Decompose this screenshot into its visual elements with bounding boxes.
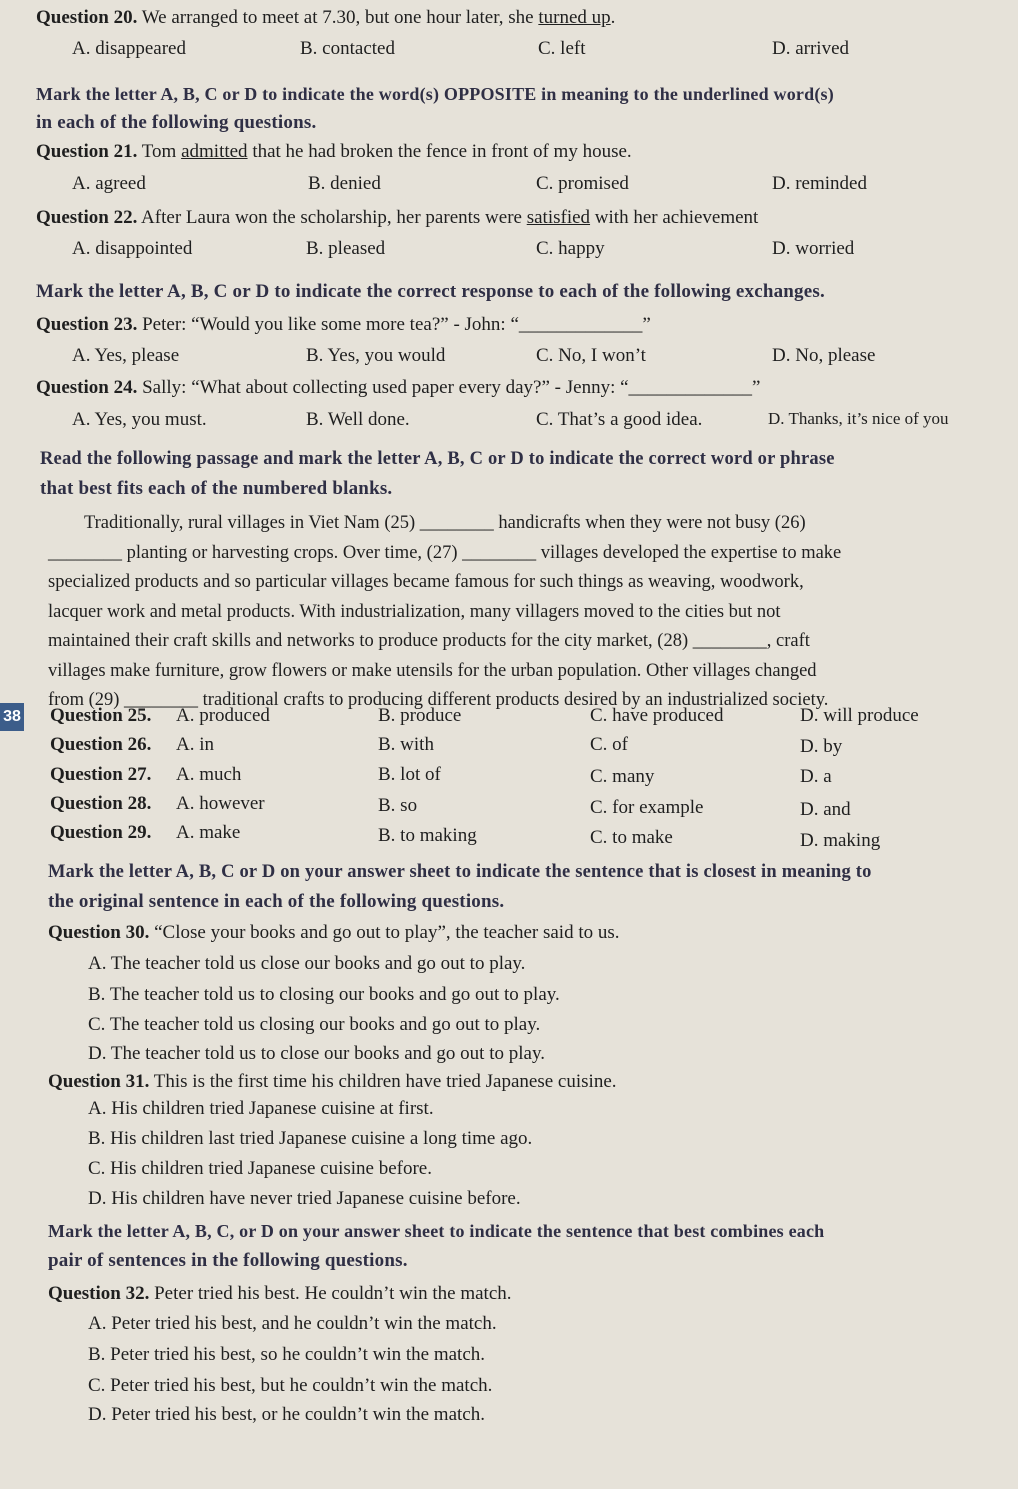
q29-option-b[interactable]: B. to making <box>378 825 477 846</box>
question-22: Question 22. After Laura won the scholarship, her parents were satisfied with her achievement <box>36 207 759 228</box>
instruction-opposite-line2: in each of the following questions. <box>36 112 317 133</box>
instruction-combine-line2: pair of sentences in the following questions. <box>48 1250 408 1271</box>
q32-option-a[interactable]: A. Peter tried his best, and he couldn’t win the match. <box>88 1313 497 1334</box>
q21-option-b[interactable]: B. denied <box>308 173 381 194</box>
q23-option-d[interactable]: D. No, please <box>772 345 876 366</box>
q23-option-c[interactable]: C. No, I won’t <box>536 345 646 366</box>
q29-option-a[interactable]: A. make <box>176 822 241 843</box>
question-32: Question 32. Peter tried his best. He couldn’t win the match. <box>48 1283 512 1304</box>
q20-option-b[interactable]: B. contacted <box>300 38 395 59</box>
q24-option-d[interactable]: D. Thanks, it’s nice of you <box>768 409 949 428</box>
question-23: Question 23. Peter: “Would you like some more tea?” - John: “_____________” <box>36 314 651 335</box>
question-24: Question 24. Sally: “What about collecting used paper every day?” - Jenny: “_____________” <box>36 377 761 398</box>
q30-option-c[interactable]: C. The teacher told us closing our books and go out to play. <box>88 1014 541 1035</box>
passage-line: ________ planting or harvesting crops. Over time, (27) ________ villages developed the expertise to make <box>48 542 842 563</box>
instruction-response: Mark the letter A, B, C or D to indicate the correct response to each of the following exchanges. <box>36 281 825 302</box>
q32-option-d[interactable]: D. Peter tried his best, or he couldn’t win the match. <box>88 1404 485 1425</box>
q31-option-a[interactable]: A. His children tried Japanese cuisine at first. <box>88 1098 434 1119</box>
question-31: Question 31. This is the first time his children have tried Japanese cuisine. <box>48 1071 617 1092</box>
question-26: Question 26. <box>50 734 152 755</box>
q26-option-d[interactable]: D. by <box>800 736 843 757</box>
instruction-passage-line1: Read the following passage and mark the letter A, B, C or D to indicate the correct word or phrase <box>40 449 835 469</box>
q25-option-c[interactable]: C. have produced <box>590 705 724 726</box>
q21-option-c[interactable]: C. promised <box>536 173 629 194</box>
instruction-opposite-line1: Mark the letter A, B, C or D to indicate the word(s) OPPOSITE in meaning to the underlined word(s) <box>36 84 834 104</box>
question-20: Question 20. We arranged to meet at 7.30, but one hour later, she turned up. <box>36 7 616 28</box>
instruction-passage-line2: that best fits each of the numbered blanks. <box>40 478 393 499</box>
q27-option-d[interactable]: D. a <box>800 766 832 787</box>
passage-line: villages make furniture, grow flowers or make utensils for the urban population. Other villages changed <box>48 660 817 681</box>
passage-line: specialized products and so particular villages became famous for such things as weaving, woodwork, <box>48 572 804 592</box>
q21-option-a[interactable]: A. agreed <box>72 173 146 194</box>
q28-option-a[interactable]: A. however <box>176 793 265 814</box>
q28-option-c[interactable]: C. for example <box>590 797 704 818</box>
q20-option-c[interactable]: C. left <box>538 38 586 59</box>
q31-option-d[interactable]: D. His children have never tried Japanese cuisine before. <box>88 1188 521 1209</box>
q26-option-a[interactable]: A. in <box>176 734 214 755</box>
q30-option-a[interactable]: A. The teacher told us close our books and go out to play. <box>88 953 526 974</box>
q27-option-a[interactable]: A. much <box>176 764 242 785</box>
q22-option-d[interactable]: D. worried <box>772 238 855 259</box>
page-number-badge: 38 <box>0 703 24 731</box>
q25-option-d[interactable]: D. will produce <box>800 705 919 726</box>
q27-option-b[interactable]: B. lot of <box>378 764 441 785</box>
q29-option-c[interactable]: C. to make <box>590 827 673 848</box>
q22-option-c[interactable]: C. happy <box>536 238 605 259</box>
question-29: Question 29. <box>50 822 152 843</box>
q32-option-b[interactable]: B. Peter tried his best, so he couldn’t win the match. <box>88 1344 485 1365</box>
question-28: Question 28. <box>50 793 152 814</box>
instruction-closest-line1: Mark the letter A, B, C or D on your answer sheet to indicate the sentence that is closest in meaning to <box>48 862 872 882</box>
q24-option-b[interactable]: B. Well done. <box>306 409 410 430</box>
q22-option-a[interactable]: A. disappointed <box>72 238 193 259</box>
q31-option-b[interactable]: B. His children last tried Japanese cuisine a long time ago. <box>88 1128 533 1149</box>
q25-option-a[interactable]: A. produced <box>176 705 270 726</box>
question-27: Question 27. <box>50 764 152 785</box>
q24-option-a[interactable]: A. Yes, you must. <box>72 409 207 430</box>
q22-option-b[interactable]: B. pleased <box>306 238 386 259</box>
passage-line: from (29) ________ traditional crafts to producing different products desired by an industrialized society. <box>48 690 829 710</box>
q32-option-c[interactable]: C. Peter tried his best, but he couldn’t win the match. <box>88 1375 493 1396</box>
q23-option-a[interactable]: A. Yes, please <box>72 345 180 366</box>
q28-option-d[interactable]: D. and <box>800 799 851 820</box>
q20-option-a[interactable]: A. disappeared <box>72 38 186 59</box>
q27-option-c[interactable]: C. many <box>590 766 655 787</box>
question-21: Question 21. Tom admitted that he had broken the fence in front of my house. <box>36 141 632 162</box>
q23-option-b[interactable]: B. Yes, you would <box>306 345 446 366</box>
q29-option-d[interactable]: D. making <box>800 830 881 851</box>
q30-option-b[interactable]: B. The teacher told us to closing our books and go out to play. <box>88 984 560 1005</box>
passage-line: maintained their craft skills and networks to produce products for the city market, (28) ________, craft <box>48 631 810 651</box>
passage-line: lacquer work and metal products. With industrialization, many villagers moved to the cities but not <box>48 601 781 622</box>
q26-option-b[interactable]: B. with <box>378 734 434 755</box>
instruction-closest-line2: the original sentence in each of the following questions. <box>48 891 505 912</box>
instruction-combine-line1: Mark the letter A, B, C, or D on your answer sheet to indicate the sentence that best combines each <box>48 1221 825 1241</box>
q30-option-d[interactable]: D. The teacher told us to close our books and go out to play. <box>88 1043 545 1064</box>
passage-line: Traditionally, rural villages in Viet Nam (25) ________ handicrafts when they were not busy (26) <box>84 513 806 533</box>
question-30: Question 30. “Close your books and go out to play”, the teacher said to us. <box>48 922 620 943</box>
q20-option-d[interactable]: D. arrived <box>772 38 850 59</box>
q21-option-d[interactable]: D. reminded <box>772 173 867 194</box>
q28-option-b[interactable]: B. so <box>378 795 418 816</box>
q31-option-c[interactable]: C. His children tried Japanese cuisine before. <box>88 1158 432 1179</box>
q25-option-b[interactable]: B. produce <box>378 705 462 726</box>
question-25: Question 25. <box>50 705 152 726</box>
reading-passage <box>48 509 960 716</box>
q26-option-c[interactable]: C. of <box>590 734 628 755</box>
q24-option-c[interactable]: C. That’s a good idea. <box>536 409 703 430</box>
